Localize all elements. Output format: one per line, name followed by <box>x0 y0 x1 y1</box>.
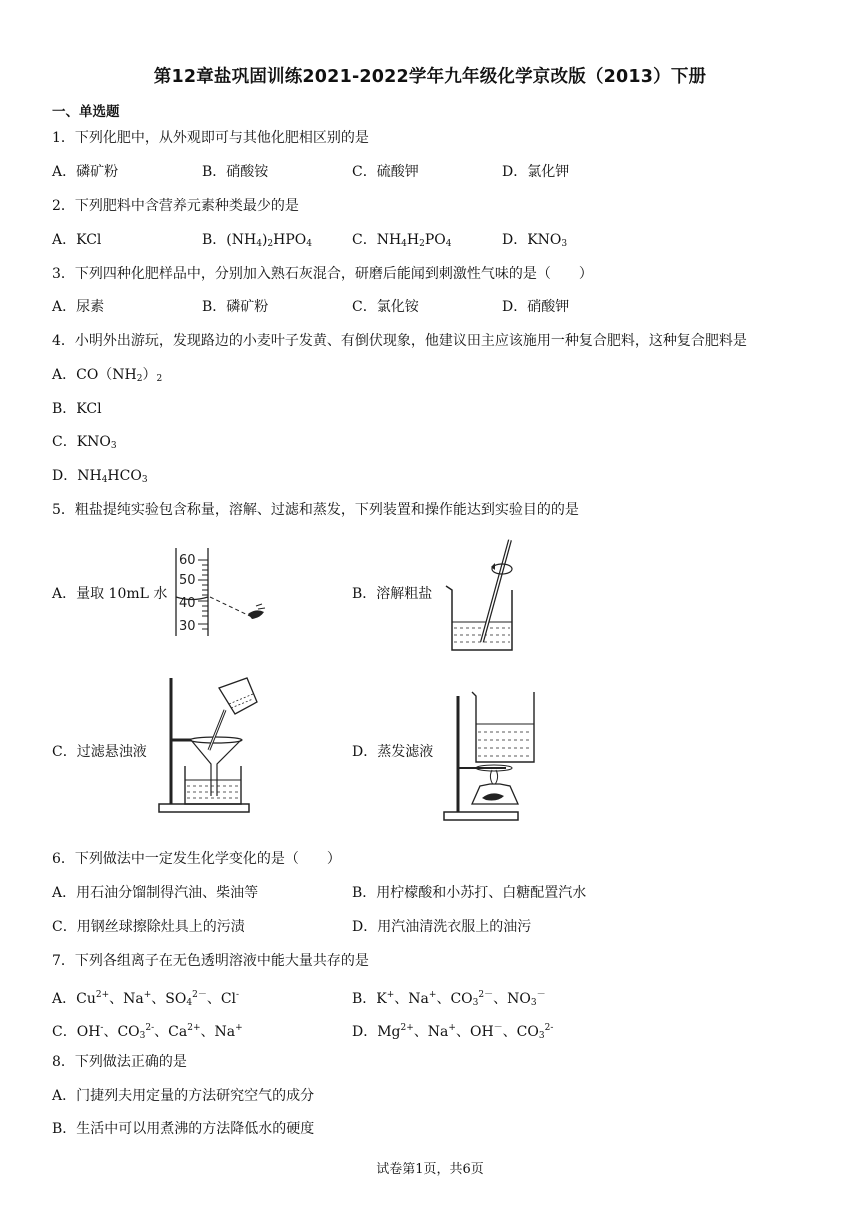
eye-icon <box>248 610 264 619</box>
question-2-option-c[interactable]: C．$NH_4H_2PO_4$ <box>352 232 452 249</box>
question-1-stem: 1．下列化肥中，从外观即可与其他化肥相区别的是 <box>52 130 369 146</box>
question-1-option-d[interactable]: D．氯化钾 <box>502 164 570 180</box>
cylinder-tick-50: 50 <box>179 573 196 588</box>
page-title: 第12章盐巩固训练2021-2022学年九年级化学京改版（2013）下册 <box>153 67 707 87</box>
cylinder-tick-60: 60 <box>179 553 196 568</box>
question-4-option-d[interactable]: D．$NH_4HCO_3$ <box>52 468 148 485</box>
question-5-stem: 5．粗盐提纯实验包含称量，溶解、过滤和蒸发，下列装置和操作能达到实验目的的是 <box>52 502 579 518</box>
question-2-option-b[interactable]: B．$(NH_4)_2HPO_4$ <box>202 232 312 249</box>
question-6-option-a[interactable]: A．用石油分馏制得汽油、柴油等 <box>52 885 259 901</box>
question-8-option-a[interactable]: A．门捷列夫用定量的方法研究空气的成分 <box>52 1088 315 1104</box>
question-7-option-d[interactable]: D．$Mg^{2+}$、Na+、OH－、$CO_3^{2-}$ <box>352 1023 554 1041</box>
question-3-option-d[interactable]: D．硝酸钾 <box>502 299 570 315</box>
evaporation-figure <box>440 686 540 822</box>
question-5-option-d[interactable]: D．蒸发滤液 <box>352 744 434 760</box>
question-1-option-c[interactable]: C．硫酸钾 <box>352 164 419 180</box>
question-4-option-b[interactable]: B．KCl <box>52 401 102 417</box>
question-2-option-d[interactable]: D．$KNO_3$ <box>502 232 568 249</box>
question-3-option-c[interactable]: C．氯化铵 <box>352 299 419 315</box>
question-2-stem: 2．下列肥料中含营养元素种类最少的是 <box>52 198 299 214</box>
question-5-option-c[interactable]: C．过滤悬浊液 <box>52 744 147 760</box>
question-8-stem: 8．下列做法正确的是 <box>52 1054 187 1070</box>
question-7-option-c[interactable]: C．OH-、$CO_3^{2-}$、$Ca^{2+}$、Na+ <box>52 1023 243 1041</box>
cylinder-tick-30: 30 <box>179 619 196 634</box>
question-4-stem: 4．小明外出游玩，发现路边的小麦叶子发黄、有倒伏现象，他建议田主应该施用一种复合肥料，这种复合肥料是 <box>52 333 747 349</box>
question-4-option-a[interactable]: A．$CO(NH_2)_2$ <box>52 367 163 384</box>
question-3-stem: 3．下列四种化肥样品中，分别加入熟石灰混合，研磨后能闻到刺激性气味的是（ ） <box>52 266 593 282</box>
question-6-stem: 6．下列做法中一定发生化学变化的是（ ） <box>52 851 341 867</box>
question-5-option-b[interactable]: B．溶解粗盐 <box>352 586 433 602</box>
dissolving-beaker-figure <box>440 536 520 656</box>
question-2-option-a[interactable]: A．KCl <box>52 232 102 248</box>
question-7-stem: 7．下列各组离子在无色透明溶液中能大量共存的是 <box>52 953 369 969</box>
question-6-option-b[interactable]: B．用柠檬酸和小苏打、白糖配置汽水 <box>352 885 587 901</box>
question-1-option-b[interactable]: B．硝酸铵 <box>202 164 269 180</box>
question-3-option-a[interactable]: A．尿素 <box>52 299 105 315</box>
filtration-figure <box>155 674 265 814</box>
cylinder-tick-40: 40 <box>179 596 196 611</box>
question-3-option-b[interactable]: B．磷矿粉 <box>202 299 269 315</box>
question-4-option-c[interactable]: C．$KNO_3$ <box>52 434 117 451</box>
page-footer: 试卷第1页，共6页 <box>376 1162 484 1177</box>
question-8-option-b[interactable]: B．生活中可以用煮沸的方法降低水的硬度 <box>52 1121 315 1137</box>
question-1-option-a[interactable]: A．磷矿粉 <box>52 164 119 180</box>
question-7-option-b[interactable]: B．K+、Na+、$CO_3^{2-}$、$NO_3^-$ <box>352 990 546 1008</box>
graduated-cylinder-figure <box>168 546 278 638</box>
section-heading: 一、单选题 <box>52 104 120 120</box>
question-6-option-c[interactable]: C．用钢丝球擦除灶具上的污渍 <box>52 919 245 935</box>
question-7-option-a[interactable]: A．$Cu^{2+}$、Na+、$SO_4^{2-}$、Cl- <box>52 990 240 1008</box>
question-5-option-a[interactable]: A．量取 10mL 水 <box>52 586 168 602</box>
question-6-option-d[interactable]: D．用汽油清洗衣服上的油污 <box>352 919 532 935</box>
